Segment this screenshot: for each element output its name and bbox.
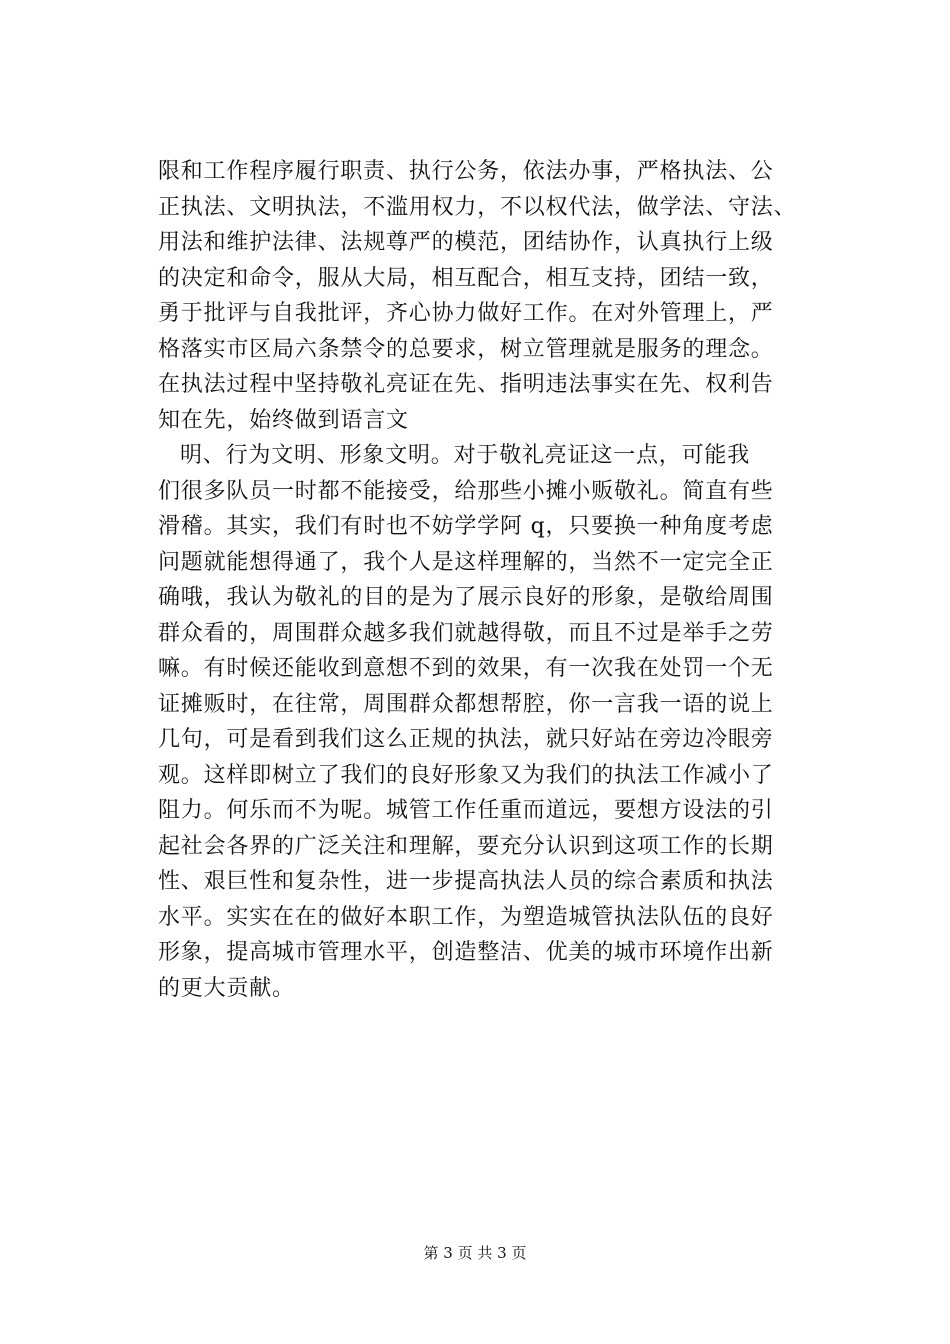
- text-line: 滑稽。其实，我们有时也不妨学学阿 q，只要换一种角度考虑: [158, 514, 774, 539]
- text-line: 水平。实实在在的做好本职工作，为塑造城管执法队伍的良好: [158, 904, 774, 930]
- text-line: 起社会各界的广泛关注和理解，要充分认识到这项工作的长期: [158, 833, 774, 859]
- text-line: 正执法、文明执法，不滥用权力，不以权代法，做学法、守法、: [158, 194, 797, 220]
- text-line: 阻力。何乐而不为呢。城管工作任重而道远，要想方设法的引: [158, 798, 774, 823]
- text-line: 确哦，我认为敬礼的目的是为了展示良好的形象，是敬给周围: [158, 585, 774, 610]
- text-line: 形象，提高城市管理水平，创造整洁、优美的城市环境作出新: [158, 940, 774, 965]
- text-line: 的更大贡献。: [158, 975, 295, 1001]
- text-line: 几句，可是看到我们这么正规的执法，就只好站在旁边冷眼旁: [158, 727, 774, 752]
- text-line: 观。这样即树立了我们的良好形象又为我们的执法工作减小了: [158, 762, 774, 788]
- text-line: 群众看的，周围群众越多我们就越得敬，而且不过是举手之劳: [158, 620, 774, 646]
- page-footer: 第 3 页 共 3 页: [423, 1244, 527, 1262]
- text-line: 们很多队员一时都不能接受，给那些小摊小贩敬礼。简直有些: [158, 478, 774, 504]
- text-line: 格落实市区局六条禁令的总要求，树立管理就是服务的理念。: [158, 336, 774, 362]
- text-line: 问题就能想得通了，我个人是这样理解的，当然不一定完全正: [158, 549, 774, 575]
- text-line: 知在先，始终做到语言文: [158, 407, 409, 433]
- text-line: 限和工作程序履行职责、执行公务，依法办事，严格执法、公: [158, 159, 774, 184]
- text-line: 嘛。有时候还能收到意想不到的效果，有一次我在处罚一个无: [158, 656, 774, 681]
- body-text: [158, 154, 818, 1006]
- text-line: 性、艰巨性和复杂性，进一步提高执法人员的综合素质和执法: [158, 869, 774, 894]
- text-line: 用法和维护法律、法规尊严的模范，团结协作，认真执行上级: [158, 230, 774, 255]
- text-line: 勇于批评与自我批评，齐心协力做好工作。在对外管理上，严: [158, 301, 774, 326]
- text-line: 明、行为文明、形象文明。对于敬礼亮证这一点，可能我: [180, 443, 751, 468]
- text-line: 证摊贩时，在往常，周围群众都想帮腔，你一言我一语的说上: [158, 691, 774, 717]
- text-line: 在执法过程中坚持敬礼亮证在先、指明违法事实在先、权利告: [158, 372, 774, 397]
- text-line: 的决定和命令，服从大局，相互配合，相互支持，团结一致，: [158, 265, 774, 291]
